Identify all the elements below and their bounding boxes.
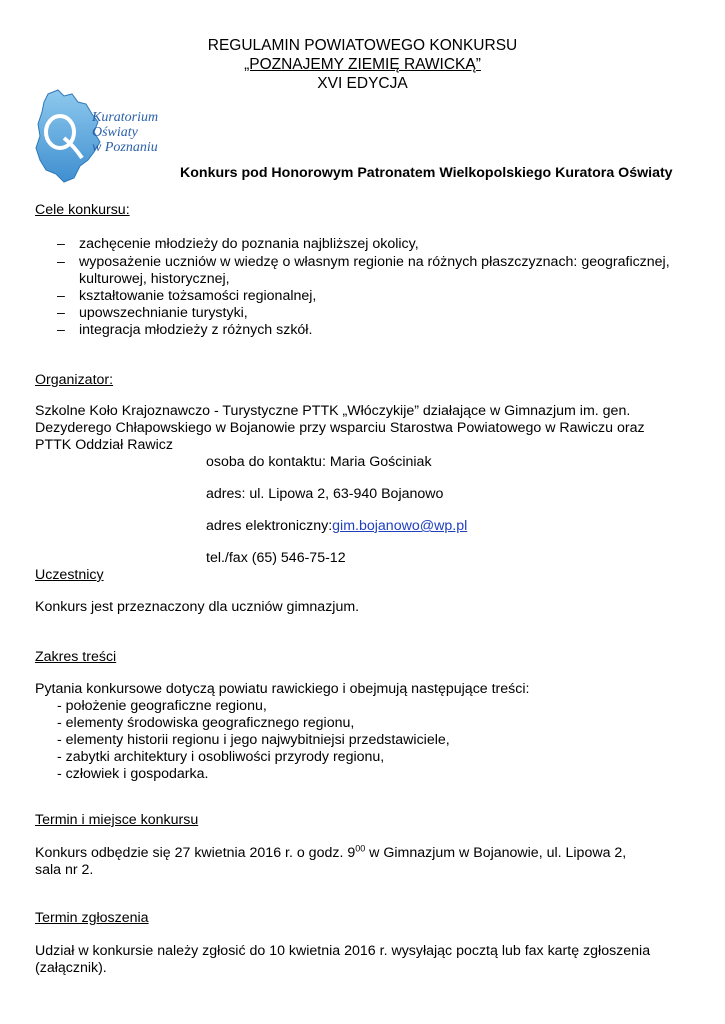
list-item: – kształtowanie tożsamości regionalnej, — [57, 288, 317, 304]
dash-marker: – — [57, 288, 65, 304]
date-place-heading: Termin i miejsce konkursu — [35, 812, 199, 828]
contact-phone: tel./fax (65) 546-75-12 — [206, 550, 346, 566]
registration-heading: Termin zgłoszenia — [35, 910, 149, 926]
doc-title: REGULAMIN POWIATOWEGO KONKURSU — [207, 37, 518, 54]
date-place-room: sala nr 2. — [35, 862, 94, 878]
organizer-line: Szkolne Koło Krajoznawczo - Turystyczne PTTK „Włóczykije” działające w Gimnazjum im. gen. — [35, 403, 631, 419]
registration-text-cont: (załącznik). — [35, 960, 107, 976]
organizer-line: Dezyderego Chłapowskiego w Bojanowie przy wsparciu Starostwa Powiatowego w Rawiczu oraz — [35, 420, 645, 436]
contact-person: osoba do kontaktu: Maria Gościniak — [206, 454, 432, 470]
time-superscript: 00 — [355, 843, 366, 854]
list-item: - położenie geograficzne regionu, — [57, 698, 267, 714]
patronage-line: Konkurs pod Honorowym Patronatem Wielkopolskiego Kuratora Oświaty — [180, 165, 673, 181]
kuratorium-logo — [34, 88, 184, 184]
logo-line-3: w Poznaniu — [92, 140, 158, 155]
edition: XVI EDYCJA — [317, 75, 408, 92]
email-link[interactable]: gim.bojanowo@wp.pl — [332, 518, 468, 534]
email-label: adres elektroniczny: — [206, 518, 333, 534]
contest-name: „POZNAJEMY ZIEMIĘ RAWICKĄ” — [244, 56, 481, 73]
contact-email-row — [206, 518, 467, 535]
logo-line-2: Oświaty — [92, 125, 138, 140]
list-item: – integracja młodzieży z różnych szkół. — [57, 322, 313, 338]
scope-heading: Zakres treści — [35, 649, 117, 665]
logo-line-1: Kuratorium — [92, 110, 159, 125]
date-place-text: Konkurs odbędzie się 27 kwietnia 2016 r. o godz. $9^{00}$ w Gimnazjum w Bojanowie, ul. Lipowa 2, — [35, 843, 627, 861]
dash-marker: – — [57, 305, 65, 321]
scope-intro: Pytania konkursowe dotyczą powiatu rawickiego i obejmują następujące treści: — [35, 681, 530, 697]
goals-heading: Cele konkursu: — [35, 202, 130, 218]
list-item-continuation: kulturowej, historycznej, — [79, 271, 230, 287]
list-item: - elementy środowiska geograficznego regionu, — [57, 715, 355, 731]
list-item: - człowiek i gospodarka. — [57, 766, 209, 782]
list-item: – wyposażenie uczniów w wiedzę o własnym regionie na różnych płaszczyznach: geograficznej, — [57, 254, 670, 270]
list-item: – upowszechnianie turystyki, — [57, 305, 248, 321]
dash-marker: – — [57, 236, 65, 252]
registration-text: Udział w konkursie należy zgłosić do 10 kwietnia 2016 r. wysyłając pocztą lub fax kartę zgłoszenia — [35, 943, 651, 959]
participants-heading: Uczestnicy — [35, 567, 104, 583]
dash-marker: – — [57, 322, 65, 338]
participants-text: Konkurs jest przeznaczony dla uczniów gimnazjum. — [35, 599, 360, 615]
organizer-heading: Organizator: — [35, 372, 114, 388]
organizer-line: PTTK Oddział Rawicz — [35, 437, 173, 453]
list-item: – zachęcenie młodzieży do poznania najbliższej okolicy, — [57, 236, 419, 252]
contact-address: adres: ul. Lipowa 2, 63-940 Bojanowo — [206, 486, 444, 502]
list-item: - zabytki architektury i osobliwości przyrody regionu, — [57, 749, 385, 765]
list-item: - elementy historii regionu i jego najwybitniejsi przedstawiciele, — [57, 732, 450, 748]
dash-marker: – — [57, 254, 65, 270]
